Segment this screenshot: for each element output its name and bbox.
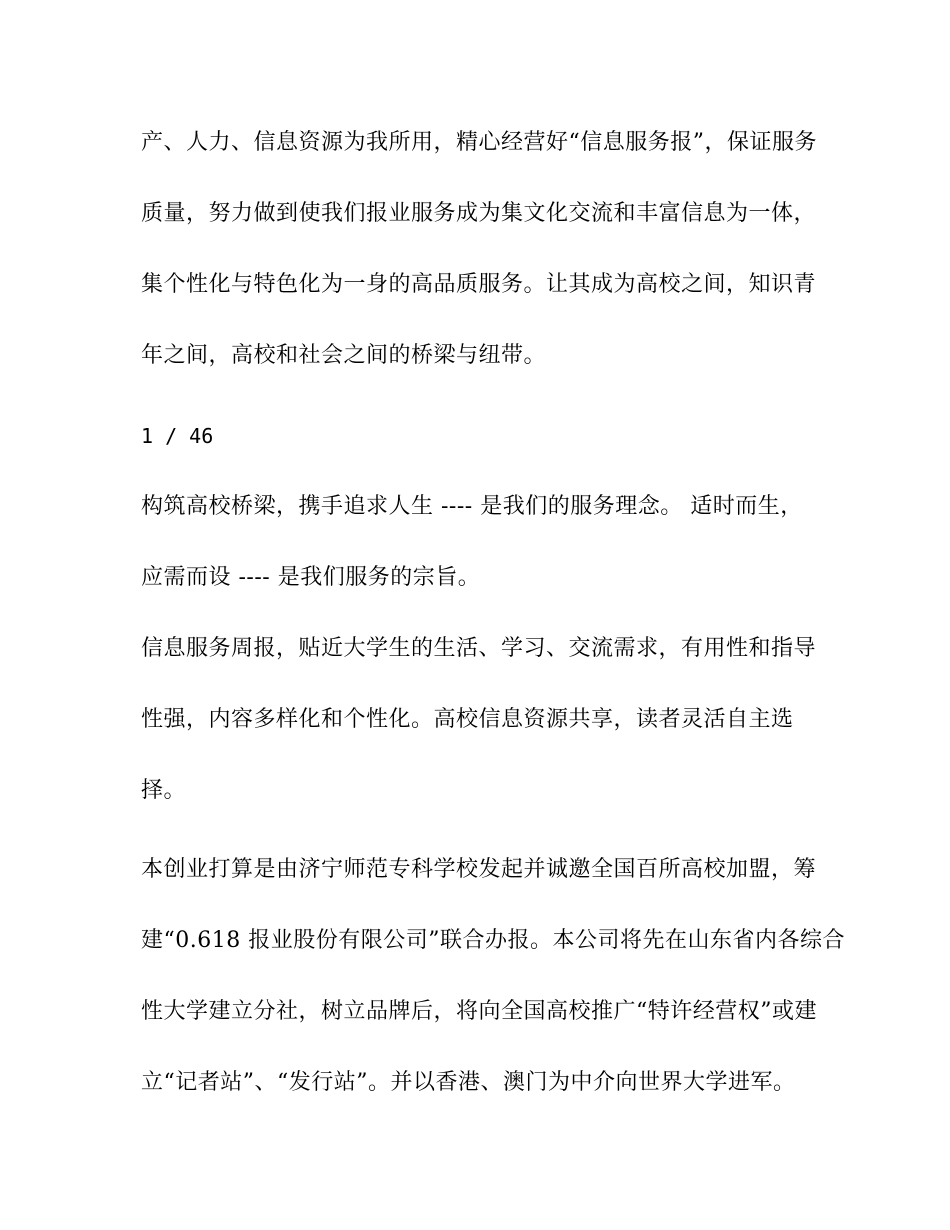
text-line: 集个性化与特色化为一身的高品质服务。让其成为高校之间，知识青 <box>141 272 817 297</box>
page-number: 1 / 46 <box>141 424 214 448</box>
text-line: 立“记者站”、“发行站”。并以香港、澳门为中介向世界大学进军。 <box>141 1070 796 1095</box>
text-line: 产、人力、信息资源为我所用，精心经营好“信息服务报”，保证服务 <box>141 130 817 155</box>
text-line: 信息服务周报，贴近大学生的生活、学习、交流需求，有用性和指导 <box>141 636 817 661</box>
text-line: 应需而设 ---- 是我们服务的宗旨。 <box>141 565 481 590</box>
text-line: 择。 <box>141 778 187 803</box>
text-line: 构筑高校桥梁，携手追求人生 ---- 是我们的服务理念。 适时而生， <box>141 494 803 519</box>
text-line: 质量，努力做到使我们报业服务成为集文化交流和丰富信息为一体， <box>141 201 817 226</box>
text-line: 性大学建立分社，树立品牌后，将向全国高校推广“特许经营权”或建 <box>141 999 817 1024</box>
text-line: 年之间，高校和社会之间的桥梁与纽带。 <box>141 343 547 368</box>
text-line: 建“0.618 报业股份有限公司”联合办报。本公司将先在山东省内各综合 <box>141 928 845 953</box>
text-line: 本创业打算是由济宁师范专科学校发起并诚邀全国百所高校加盟，筹 <box>141 857 817 882</box>
text-line: 性强，内容多样化和个性化。高校信息资源共享，读者灵活自主选 <box>141 707 794 732</box>
